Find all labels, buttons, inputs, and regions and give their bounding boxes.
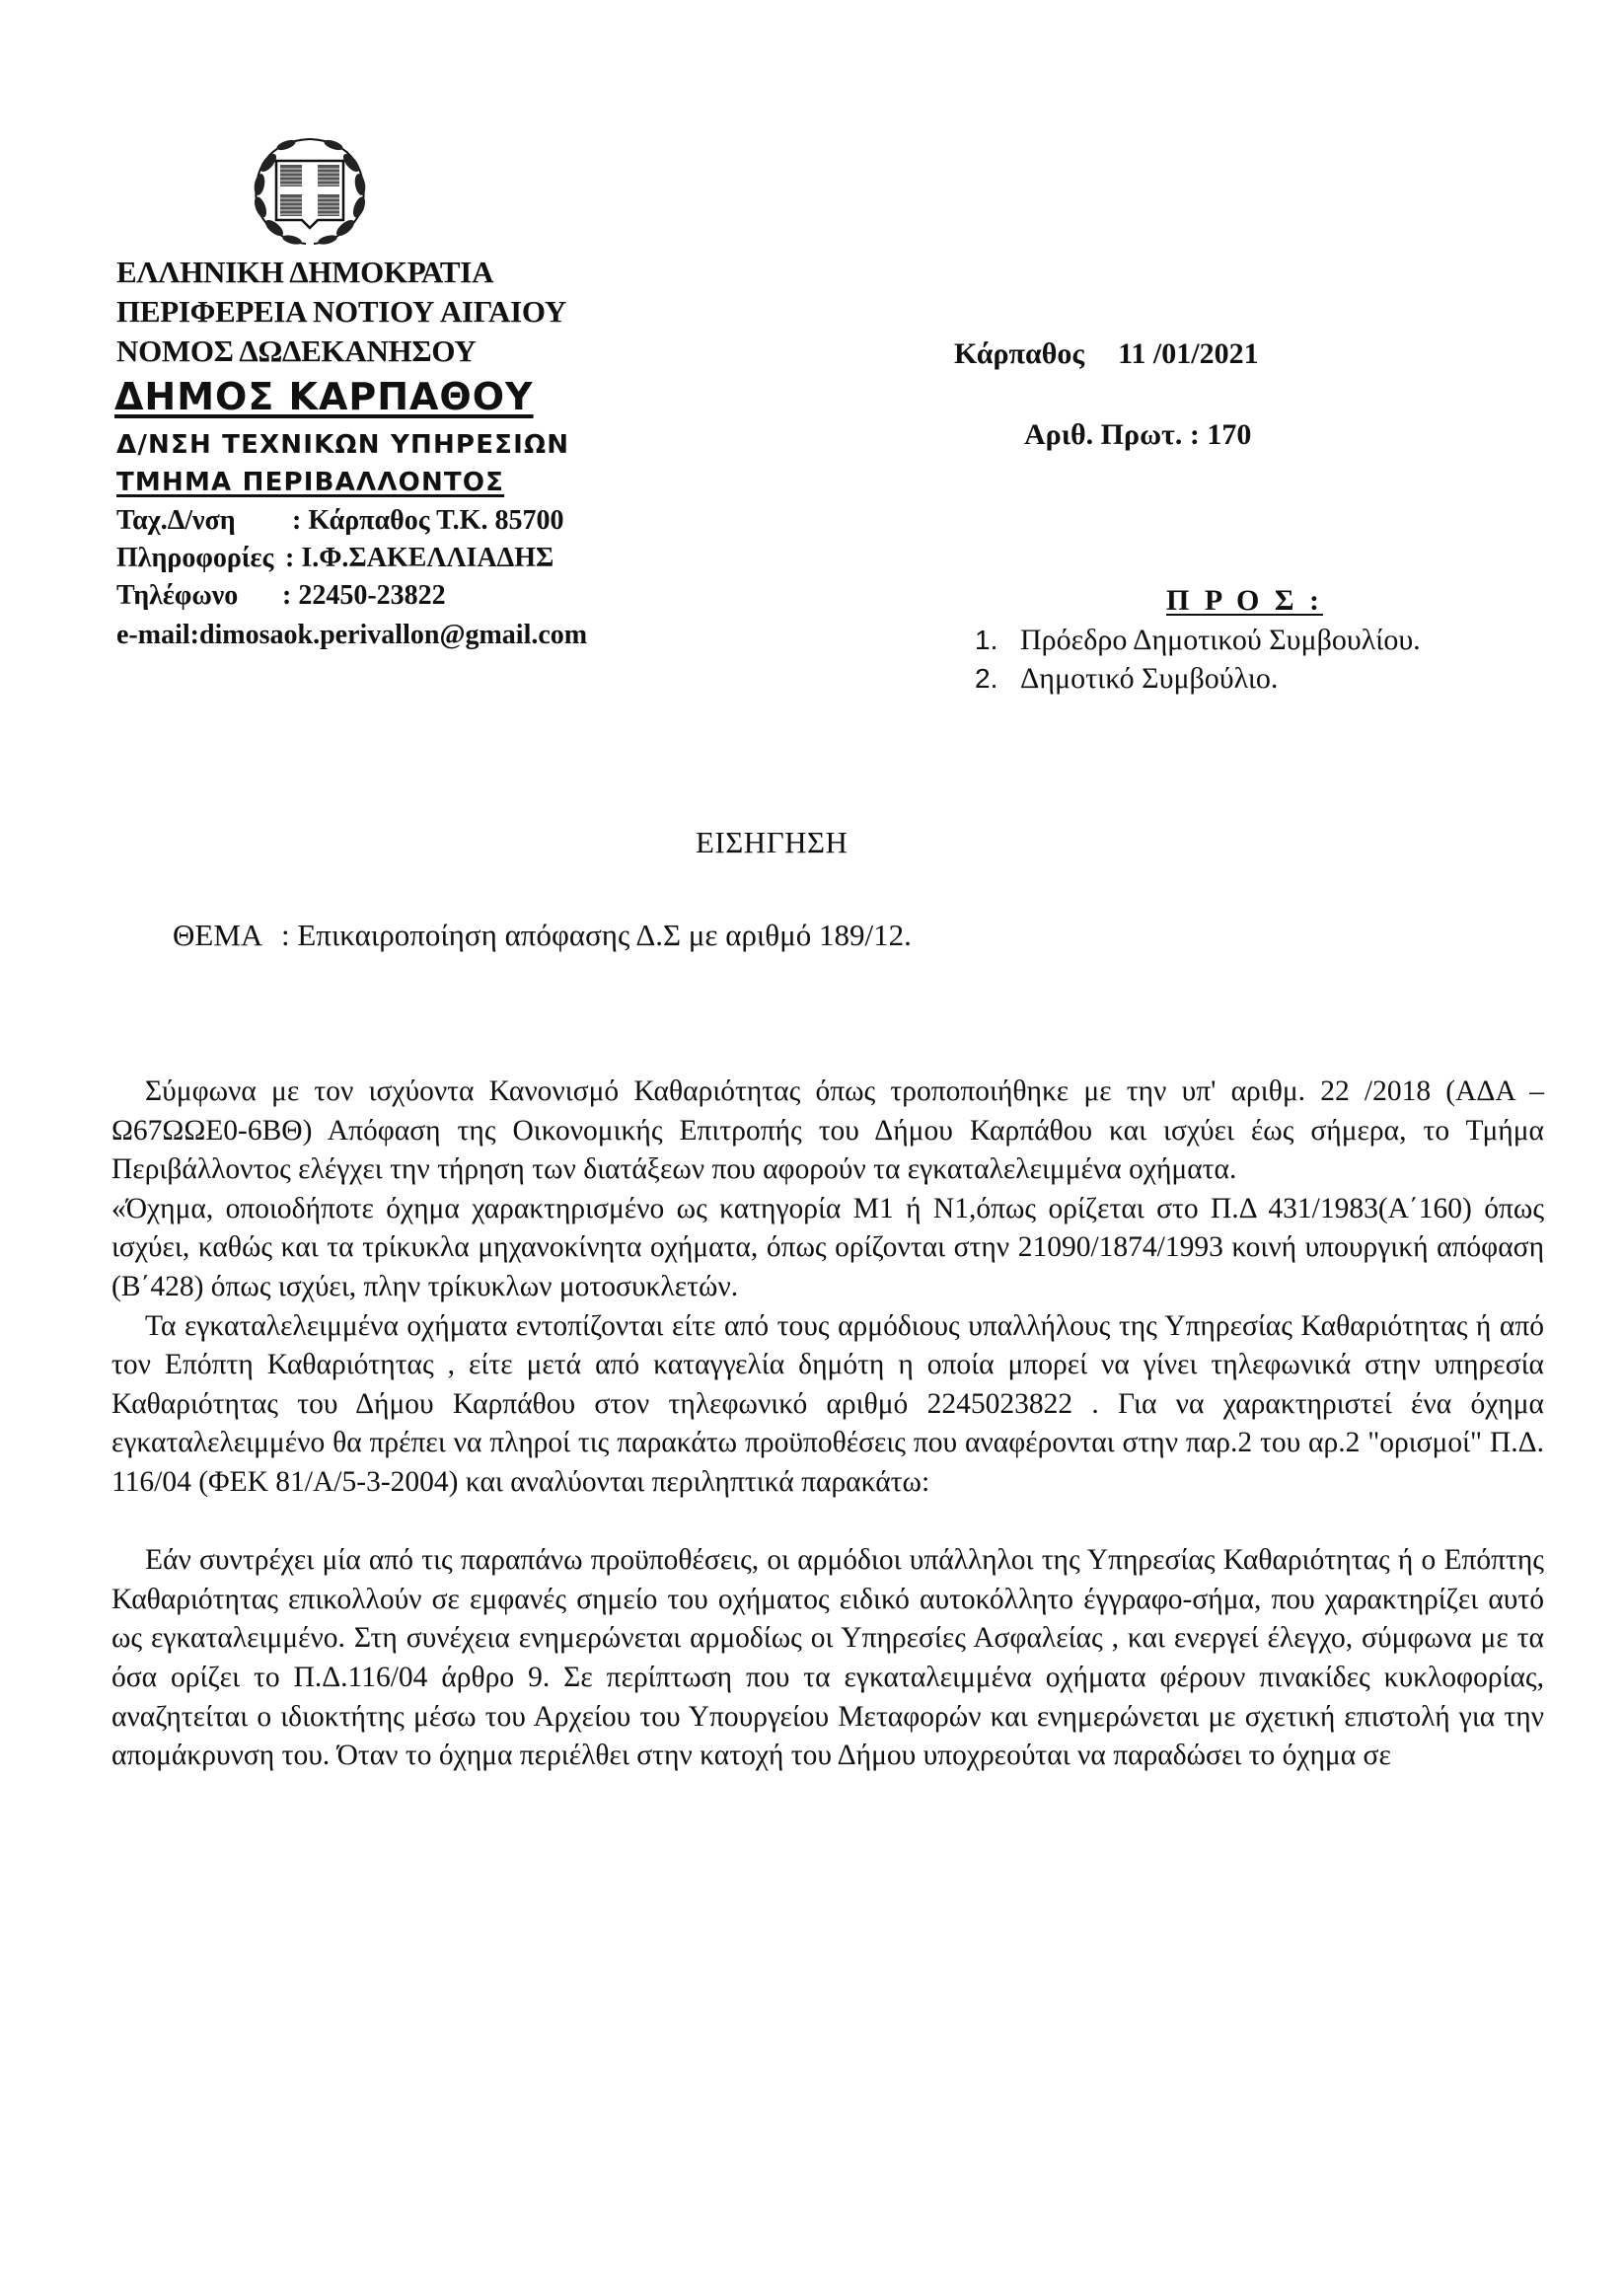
protocol-label: Αριθ. Πρωτ. : xyxy=(1024,418,1200,451)
subject-label: ΘΕΜΑ xyxy=(173,918,263,952)
address-line xyxy=(116,505,563,537)
address-value: : Κάρπαθος Τ.Κ. 85700 xyxy=(292,505,564,536)
prefecture-name: ΝΟΜΟΣ ΔΩΔΕΚΑΝΗΣΟΥ xyxy=(116,333,477,368)
paragraph: «Όχημα, οποιοδήποτε όχημα χαρακτηρισμένο ως κατηγορία Μ1 ή Ν1,όπως ορίζεται στο Π.Δ 431/1983(Α΄160) όπως ισχύει, καθώς και τα τρίκυκλα μηχανοκίνητα οχήματα, όπως ορίζονται στην 21090/1874/1993 κοινή υπουργική απόφαση (Β΄428) όπως ισχύει, πλην τρίκυκλων μοτοσυκλετών. xyxy=(111,1192,1544,1302)
phone-label: Τηλέφωνο xyxy=(116,580,239,611)
coat-of-arms-icon xyxy=(247,133,373,250)
paragraph: Σύμφωνα με τον ισχύοντα Κανονισμό Καθαριότητας όπως τροποποιήθηκε με την υπ' αριθμ. 22 /2018 (ΑΔΑ –Ω67ΩΩΕ0-6ΒΘ) Απόφαση της Οικονομικής Επιτροπής του Δήμου Καρπάθου και ισχύει έως σήμερα, το Τμήμα Περιβάλλοντος ελέγχει την τήρηση των διατάξεων που αφορούν τα εγκαταλελειμμένα οχήματα. xyxy=(111,1075,1544,1186)
date: 11 /01/2021 xyxy=(1118,337,1259,370)
paragraph: Εάν συντρέχει μία από τις παραπάνω προϋποθέσεις, οι αρμόδιοι υπάλληλοι της Υπηρεσίας Καθαριότητας ή ο Επόπτης Καθαριότητας επικολλούν σε εμφανές σημείο του οχήματος ειδικό αυτοκόλλητο έγγραφο-σήμα, που χαρακτηρίζει αυτό ως εγκαταλειμμένο. Στη συνέχεια ενημερώνεται αρμοδίως οι Υπηρεσίες Ασφαλείας , και ενεργεί έλεγχο, σύμφωνα με τα όσα ορίζει το Π.Δ.116/04 άρθρο 9. Σε περίπτωση που τα εγκαταλειμμένα οχήματα φέρουν πινακίδες κυκλοφορίας, αναζητείται ο ιδιοκτήτης μέσω του Αρχείου του Υπουργείου Μεταφορών και ενημερώνεται με σχετική επιστολή για την απομάκρυνση του. Όταν το όχημα περιέλθει στην κατοχή του Δήμου υποχρεούται να παραδώσει το όχημα σε xyxy=(111,1544,1544,1772)
phone-line xyxy=(116,580,446,612)
paragraph: Τα εγκαταλελειμμένα οχήματα εντοπίζονται είτε από τους αρμόδιους υπαλλήλους της Υπηρεσίας Καθαριότητας ή από τον Επόπτη Καθαριότητας , είτε μετά από καταγγελία δημότη η οποία μπορεί να γίνει τηλεφωνικά στην υπηρεσία Καθαριότητας του Δήμου Καρπάθου στον τηλεφωνικό αριθμό 2245023822 . Για να χαρακτηριστεί ένα όχημα εγκαταλελειμμένο θα πρέπει να πληροί τις παρακάτω προϋποθέσεις που αναφέρονται στην παρ.2 του αρ.2 "ορισμοί" Π.Δ. 116/04 (ΦΕΚ 81/Α/5-3-2004) και αναλύονται περιληπτικά παρακάτω: xyxy=(111,1309,1544,1498)
protocol-line xyxy=(1024,418,1251,452)
document-body xyxy=(111,1073,1544,1776)
info-line xyxy=(116,543,554,574)
department-name: ΤΜΗΜΑ ΠΕΡΙΒΑΛΛΟΝΤΟΣ xyxy=(116,468,505,497)
country-name: ΕΛΛΗΝΙΚΗ ΔΗΜΟΚΡΑΤΙΑ xyxy=(116,255,494,289)
info-value: : Ι.Φ.ΣΑΚΕΛΛΙΑΔΗΣ xyxy=(285,543,554,573)
paragraph-gap xyxy=(111,1503,1544,1542)
phone-value: : 22450-23822 xyxy=(282,580,446,611)
recipients-title: Π Ρ Ο Σ : xyxy=(1166,584,1323,617)
subject-line xyxy=(173,918,912,953)
municipality-name: ΔΗΜΟΣ ΚΑΡΠΑΘΟΥ xyxy=(114,375,534,418)
protocol-number: 170 xyxy=(1207,418,1252,451)
info-label: Πληροφορίες xyxy=(116,543,274,573)
recipient-item: 1. Πρόεδρο Δημοτικού Συμβουλίου. xyxy=(975,624,1421,656)
document-title: ΕΙΣΗΓΗΣΗ xyxy=(696,825,849,859)
directorate-name: Δ/ΝΣΗ ΤΕΧΝΙΚΩΝ ΥΠΗΡΕΣΙΩΝ xyxy=(116,430,570,460)
address-label: Ταχ.Δ/νση xyxy=(116,505,236,536)
email-link[interactable]: e-mail:dimosaok.perivallon@gmail.com xyxy=(116,620,588,650)
recipient-item: 2. Δημοτικό Συμβούλιο. xyxy=(975,662,1279,695)
place-date xyxy=(954,337,1259,371)
place: Κάρπαθος xyxy=(954,337,1085,370)
subject-text: : Επικαιροποίηση απόφασης Δ.Σ με αριθμό 189/12. xyxy=(281,918,912,952)
region-name: ΠΕΡΙΦΕΡΕΙΑ ΝΟΤΙΟΥ ΑΙΓΑΙΟΥ xyxy=(116,294,566,329)
